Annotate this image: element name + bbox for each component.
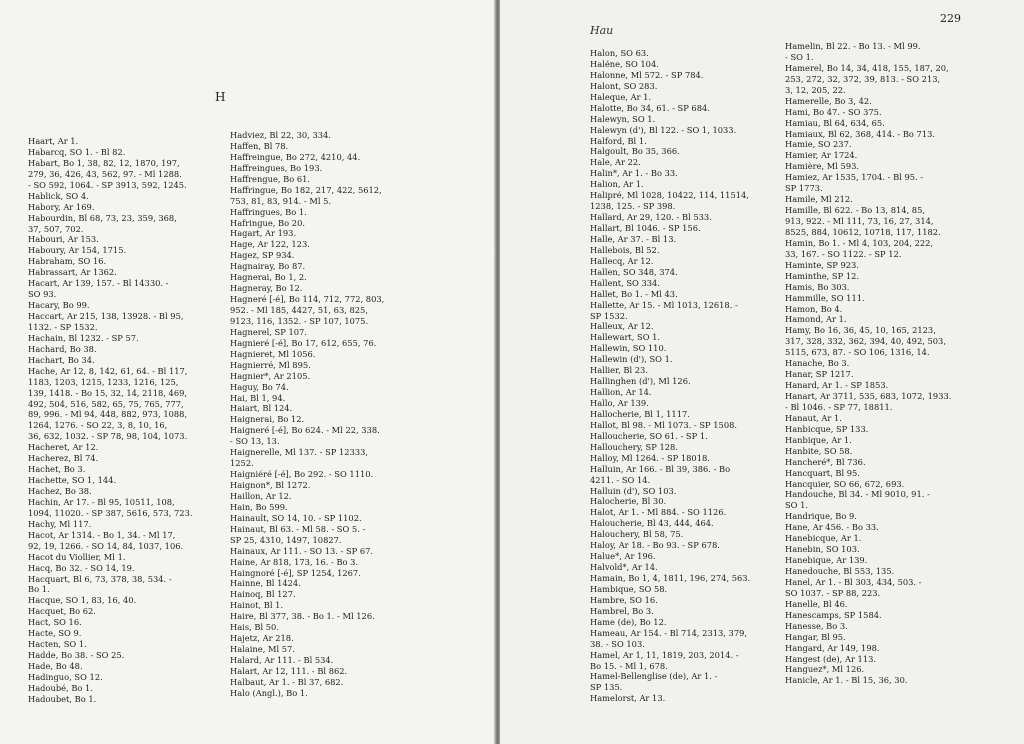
index-entry: Hallo, Ar 139. xyxy=(590,398,649,408)
index-entry: Hagnieré [-é], Bo 17, 612, 655, 76. xyxy=(230,337,377,348)
index-entry: Hachain, Bl 1232. - SP 57. xyxy=(28,332,139,343)
index-entry: Haffringues, Bo 1. xyxy=(230,206,307,217)
index-entry: Hamiez, Ar 1535, 1704. - Bl 95. - xyxy=(785,172,924,183)
index-entry: 1094, 11020. - SP 387, 5616, 573, 723. xyxy=(28,507,193,518)
index-entry: Hanguez*, Ml 126. xyxy=(785,664,865,675)
index-entry: 139, 1418. - Bo 15, 32, 14, 2118, 469, xyxy=(28,387,188,398)
index-entry: Hamiaux, Bl 62, 368, 414. - Bo 713. xyxy=(785,128,936,139)
index-column-left-2 xyxy=(230,130,492,744)
index-entry: Hagnairay, Bo 87. xyxy=(230,261,306,272)
index-entry: - Bl 1046. - SP 77, 18811. xyxy=(785,401,893,412)
index-entry: Halford, Bl 1. xyxy=(590,135,647,146)
index-entry: Hancquart, Bl 95. xyxy=(785,467,860,478)
index-entry: Hale, Ar 22. xyxy=(590,157,641,168)
index-entry: Hanard, Ar 1. - SP 1853. xyxy=(785,380,889,391)
index-entry: 253, 272, 32, 372, 39, 813. - SO 213, xyxy=(785,73,941,84)
index-entry: Hanedouche, Bl 553, 135. xyxy=(785,566,895,576)
index-entry: Halloy, Ml 1264. - SP 18018. xyxy=(590,452,710,463)
index-entry: Halleux, Ar 12. xyxy=(590,321,654,332)
index-entry: Hanbicque, SP 133. xyxy=(785,423,869,434)
index-entry: Hamile, Ml 212. xyxy=(785,194,853,205)
index-entry: Hamel-Bellenglise (de), Ar 1. - xyxy=(590,671,718,682)
index-entry: Halgoult, Bo 35, 366. xyxy=(590,146,680,157)
index-entry: Haigneré [-é], Bo 624. - Ml 22, 338. xyxy=(230,425,380,436)
index-entry: 952. - Ml 185, 4427, 51, 63, 825, xyxy=(230,305,368,315)
index-entry: 33, 167. - SO 1122. - SP 12. xyxy=(785,248,902,259)
index-entry: Haccart, Ar 215, 138, 13928. - Bl 95, xyxy=(28,311,184,321)
index-entry: Halotte, Bo 34, 61. - SP 684. xyxy=(590,102,710,113)
index-entry: Haingnoré [-é], SP 1254, 1267. xyxy=(230,567,361,578)
index-entry: Hacte, SO 9. xyxy=(28,628,82,639)
index-entry: Hanaut, Ar 1. xyxy=(785,412,842,423)
running-title: Hau xyxy=(590,24,614,37)
index-entry: Halewyn, SO 1. xyxy=(590,113,656,124)
index-entry: Hanescamps, SP 1584. xyxy=(785,609,882,620)
index-entry: Hacot du Viollier, Ml 1. xyxy=(28,551,126,562)
index-entry: Hallewin (d'), SO 1. xyxy=(590,354,673,365)
index-column-right-1 xyxy=(590,48,780,744)
index-entry: Hameau, Ar 154. - Bl 714, 2313, 379, xyxy=(590,627,748,638)
index-entry: Haignerai, Bo 12. xyxy=(230,414,305,425)
index-entry: Hain, Bo 599. xyxy=(230,501,288,512)
index-entry: Hagnerai, Bo 1, 2. xyxy=(230,272,307,283)
index-entry: Bo 1. xyxy=(28,584,50,595)
index-entry: Hamis, Bo 303. xyxy=(785,281,850,292)
index-entry: Hagnerel, SP 107. xyxy=(230,326,307,337)
index-entry: Handrique, Bo 9. xyxy=(785,511,857,522)
index-entry: Halo (Angl.), Bo 1. xyxy=(230,687,308,698)
index-entry: Haminte, SP 923. xyxy=(785,259,859,270)
index-entry: Hanbique, Ar 1. xyxy=(785,434,852,445)
index-entry: Hache, Ar 12, 8, 142, 61, 64. - Bl 117, xyxy=(28,365,188,376)
index-entry: Hamelin, Bl 22. - Bo 13. - Ml 99. xyxy=(785,41,921,51)
index-entry: Halin*, Ar 1. - Bo 33. xyxy=(590,168,678,179)
index-entry: Hamerelle, Bo 3, 42. xyxy=(785,95,872,106)
index-entry: Halon, SO 63. xyxy=(590,48,649,58)
index-entry: Hagnier*, Ar 2105. xyxy=(230,370,311,381)
index-entry: Habory, Ar 169. xyxy=(28,201,95,212)
index-entry: 36, 632, 1032. - SP 78, 98, 104, 1073. xyxy=(28,431,188,442)
index-entry: Hainoq, Bl 127. xyxy=(230,589,296,600)
index-entry: Halart, Ar 12, 111. - Bl 862. xyxy=(230,665,348,676)
index-entry: Hanebique, Ar 139. xyxy=(785,555,868,566)
index-entry: 753, 81, 83, 914. - Ml 5. xyxy=(230,195,332,206)
index-entry: Hame (de), Bo 12. xyxy=(590,616,667,627)
index-entry: Haffreingue, Bo 272, 4210, 44. xyxy=(230,151,361,162)
index-entry: Halouchery, Bl 58, 75. xyxy=(590,529,684,540)
index-entry: Hadoubé, Bo 1. xyxy=(28,682,93,693)
index-entry: Halard, Ar 111. - Bl 534. xyxy=(230,655,334,665)
index-entry: Halloucherie, SO 61. - SP 1. xyxy=(590,430,708,441)
index-entry: Hanesse, Bo 3. xyxy=(785,620,848,631)
index-entry: Haléne, SO 104. xyxy=(590,58,659,69)
index-entry: Haart, Ar 1. xyxy=(28,136,79,146)
index-entry: Hacq, Bo 32. - SO 14, 19. xyxy=(28,562,135,573)
index-entry: Hamille, Bl 622. - Bo 13, 814, 85, xyxy=(785,205,926,216)
index-entry: Hamier, Ar 1724. xyxy=(785,150,858,161)
index-entry: Hamelorst, Ar 13. xyxy=(590,693,666,704)
index-entry: Halbaut, Ar 1. - Bl 37, 682. xyxy=(230,676,344,687)
index-entry: Hamel, Ar 1, 11, 1819, 203, 2014. - xyxy=(590,649,739,660)
index-entry: Haboury, Ar 154, 1715. xyxy=(28,245,127,256)
index-entry: Hallart, Bl 1046. - SP 156. xyxy=(590,223,701,233)
index-entry: Hagnierré, Ml 895. xyxy=(230,359,311,370)
index-entry: 38. - SO 103. xyxy=(590,638,645,649)
index-entry: Haleque, Ar 1. xyxy=(590,91,652,102)
index-entry: 913, 922. - Ml 111, 73, 16, 27, 314, xyxy=(785,216,934,226)
index-entry: Hainaut, Bl 63. - Ml 58. - SO 5. - xyxy=(230,523,366,534)
index-entry: SP 25, 4310, 1497, 10827. xyxy=(230,534,342,545)
index-entry: Hambre, SO 16. xyxy=(590,594,658,605)
index-entry: Hami, Bo 47. - SO 375. xyxy=(785,106,882,117)
index-entry: Habouri, Ar 153. xyxy=(28,234,99,245)
index-entry: Halewyn (d'), Bl 122. - SO 1, 1033. xyxy=(590,124,737,135)
index-entry: SO 93. xyxy=(28,289,57,300)
index-entry: Haminthe, SP 12. xyxy=(785,270,860,281)
index-entry: Hallion, Ar 14. xyxy=(590,387,652,398)
index-entry: Hadde, Bo 38. - SO 25. xyxy=(28,650,125,661)
index-entry: SO 1. xyxy=(785,500,809,511)
index-entry: Hanicle, Ar 1. - Bl 15, 36, 30. xyxy=(785,675,908,686)
index-entry: Haigniéré [-é], Bo 292. - SO 1110. xyxy=(230,469,374,480)
index-entry: Habrassart, Ar 1362. xyxy=(28,267,117,278)
index-entry: Hallocherie, Bl 1, 1117. xyxy=(590,408,690,419)
index-entry: Hainault, SO 14, 10. - SP 1102. xyxy=(230,512,362,523)
index-entry: 1264, 1276. - SO 22, 3, 8, 10, 16, xyxy=(28,420,168,431)
index-entry: Hachez, Bo 38. xyxy=(28,486,92,496)
index-entry: Haffrengue, Bo 61. xyxy=(230,173,311,184)
index-entry: Hanelle, Bl 46. xyxy=(785,598,848,609)
index-entry: Hanebicque, Ar 1. xyxy=(785,533,862,544)
index-entry: SP 135. xyxy=(590,682,623,693)
section-letter: H xyxy=(215,90,227,104)
index-entry: Hachart, Bo 34. xyxy=(28,354,95,365)
index-entry: Habarcq, SO 1. - Bl 82. xyxy=(28,146,126,157)
index-entry: Hacheret, Ar 12. xyxy=(28,442,99,453)
index-entry: Hachin, Ar 17. - Bl 95, 10511, 108, xyxy=(28,496,175,507)
index-entry: Halle, Ar 37. - Bl 13. xyxy=(590,233,677,244)
index-entry: Halipré, Ml 1028, 10422, 114, 11514, xyxy=(590,190,749,201)
index-entry: Habart, Bo 1, 38, 82, 12, 1870, 197, xyxy=(28,157,180,168)
index-entry: Hacary, Bo 99. xyxy=(28,300,90,311)
index-entry: Bo 15. - Ml 1, 678. xyxy=(590,660,668,671)
index-entry: Hallier, Bl 23. xyxy=(590,365,648,376)
index-entry: Haloy, Ar 18. - Bo 93. - SP 678. xyxy=(590,540,720,551)
left-page xyxy=(0,0,496,744)
index-entry: 1183, 1203, 1215, 1233, 1216, 125, xyxy=(28,376,179,387)
index-entry: 9123, 116, 1352. - SP 107, 1075. xyxy=(230,315,369,326)
index-entry: 492, 504, 516, 582, 65, 75, 765, 777, xyxy=(28,398,184,409)
index-entry: Haine, Ar 818, 173, 16. - Bo 3. xyxy=(230,556,359,567)
index-entry: 8525, 884, 10612, 10718, 117, 1182. xyxy=(785,226,941,237)
index-entry: Hanebin, SO 103. xyxy=(785,544,860,555)
index-entry: Haloucherie, Bl 43, 444, 464. xyxy=(590,518,714,529)
index-entry: Hadviez, Bl 22, 30, 334. xyxy=(230,130,331,140)
index-entry: Hallette, Ar 15. - Ml 1013, 12618. - xyxy=(590,299,738,310)
index-entry: Hagneray, Bo 12. xyxy=(230,283,303,294)
index-entry: Hallet, Bo 1. - Ml 43. xyxy=(590,288,678,299)
index-entry: 317, 328, 332, 362, 394, 40, 492, 503, xyxy=(785,336,946,347)
index-entry: Habraham, SO 16. xyxy=(28,256,107,267)
index-entry: Hacten, SO 1. xyxy=(28,639,87,650)
index-entry: Hamière, Ml 593. xyxy=(785,161,860,172)
index-entry: Hamon, Bo 4. xyxy=(785,303,843,314)
index-entry: Hallouchery, SP 128. xyxy=(590,441,678,452)
index-entry: Hallewart, SO 1. xyxy=(590,332,661,343)
index-entry: Habourdin, Bl 68, 73, 23, 359, 368, xyxy=(28,212,177,223)
index-entry: Hallebois, Bl 52. xyxy=(590,244,660,255)
index-entry: 1238, 125. - SP 398. xyxy=(590,201,676,212)
index-entry: Hallent, SO 334. xyxy=(590,277,660,288)
right-page xyxy=(500,0,1024,744)
index-entry: Halaine, Ml 57. xyxy=(230,644,295,655)
index-entry: Hanart, Ar 3711, 535, 683, 1072, 1933. xyxy=(785,391,952,401)
index-entry: Hammille, SO 111. xyxy=(785,292,865,303)
index-entry: 279, 36, 426, 43, 562, 97. - Ml 1288. xyxy=(28,168,182,179)
index-entry: Hajetz, Ar 218. xyxy=(230,633,294,644)
index-entry: Hagart, Ar 193. xyxy=(230,228,297,239)
index-entry: Hai, Bl 1, 94. xyxy=(230,392,286,403)
index-entry: Hachy, Ml 117. xyxy=(28,518,92,529)
index-entry: Haguy, Bo 74. xyxy=(230,381,289,392)
index-entry: Hacquet, Bo 62. xyxy=(28,606,96,617)
index-entry: 89, 996. - Ml 94, 448, 882, 973, 1088, xyxy=(28,409,188,420)
index-entry: Hagneré [-é], Bo 114, 712, 772, 803, xyxy=(230,294,385,305)
index-entry: Hadinguo, SO 12. xyxy=(28,671,103,682)
index-entry: Hamin, Bo 1. - Ml 4, 103, 204, 222, xyxy=(785,237,934,248)
index-entry: 1132. - SP 1532. xyxy=(28,321,98,332)
index-entry: Hanel, Ar 1. - Bl 303, 434, 503. - xyxy=(785,576,922,587)
index-entry: Hacque, SO 1, 83, 16, 40. xyxy=(28,595,137,606)
index-entry: Hade, Bo 48. xyxy=(28,661,83,671)
index-entry: 1252. xyxy=(230,458,254,469)
index-entry: Hambique, SO 58. xyxy=(590,583,668,594)
index-entry: Halont, SO 283. xyxy=(590,80,658,91)
index-entry: Hafringue, Bo 20. xyxy=(230,217,305,228)
index-entry: Halion, Ar 1. xyxy=(590,179,644,190)
index-entry: Hacart, Ar 139, 157. - Bl 14330. - xyxy=(28,278,169,289)
index-entry: Hallewin, SO 110. xyxy=(590,343,667,354)
index-entry: Hallot, Bl 98. - Ml 1073. - SP 1508. xyxy=(590,419,738,430)
index-entry: Hallen, SO 348, 374. xyxy=(590,266,678,277)
index-entry: Hangard, Ar 149, 198. xyxy=(785,642,880,653)
index-entry: Hanache, Bo 3. xyxy=(785,358,850,369)
index-entry: 37, 507, 702. xyxy=(28,223,84,234)
index-entry: Haffringue, Bo 182, 217, 422, 5612, xyxy=(230,184,382,195)
index-entry: Hanar, SP 1217. xyxy=(785,369,854,380)
index-entry: Hachette, SO 1, 144. xyxy=(28,475,117,486)
index-entry: Hamond, Ar 1. xyxy=(785,314,847,325)
index-entry: SP 1532. xyxy=(590,310,628,321)
index-entry: Haiart, Bl 124. xyxy=(230,403,293,414)
index-entry: Haillon, Ar 12. xyxy=(230,490,292,501)
index-column-left-1 xyxy=(28,136,223,744)
index-entry: Hage, Ar 122, 123. xyxy=(230,239,310,250)
index-entry: 92, 19, 1266. - SO 14, 84, 1037, 106. xyxy=(28,540,184,551)
index-entry: Hamie, SO 237. xyxy=(785,139,852,150)
index-entry: Hais, Bl 50. xyxy=(230,622,279,633)
index-entry: Hambrel, Bo 3. xyxy=(590,605,654,616)
index-entry: Haffen, Bl 78. xyxy=(230,140,289,151)
index-entry: 5115, 673, 87. - SO 106, 1316, 14. xyxy=(785,347,930,358)
index-entry: Hallecq, Ar 12. xyxy=(590,255,654,266)
index-entry: Hallard, Ar 29, 120. - Bl 533. xyxy=(590,212,712,223)
index-entry: Hancheré*, Bl 736. xyxy=(785,456,866,467)
index-entry: - SO 1. xyxy=(785,51,814,62)
index-entry: Hainot, Bl 1. xyxy=(230,600,284,611)
index-entry: Halue*, Ar 196. xyxy=(590,551,656,562)
index-entry: Hane, Ar 456. - Bo 33. xyxy=(785,522,879,533)
index-entry: 3, 12, 205, 22. xyxy=(785,84,846,95)
index-entry: Halot, Ar 1. - Ml 884. - SO 1126. xyxy=(590,507,727,518)
index-entry: SP 1773. xyxy=(785,183,823,194)
index-entry: Hangar, Bl 95. xyxy=(785,631,846,642)
page-number: 229 xyxy=(940,12,961,25)
index-entry: Hachet, Bo 3. xyxy=(28,464,86,475)
index-entry: Hacot, Ar 1314. - Bo 1, 34. - Ml 17, xyxy=(28,529,176,540)
index-entry: Hacherez, Bl 74. xyxy=(28,453,99,464)
index-entry: Hagnieret, Ml 1056. xyxy=(230,348,316,359)
index-entry: Hagez, SP 934. xyxy=(230,250,295,261)
index-entry: Halvold*, Ar 14. xyxy=(590,562,658,573)
index-entry: Haignon*, Bl 1272. xyxy=(230,480,311,490)
index-entry: Hainaux, Ar 111. - SO 13. - SP 67. xyxy=(230,545,374,556)
index-entry: Hallinghen (d'), Ml 126. xyxy=(590,376,691,387)
index-entry: Hamiau, Bl 64, 634, 65. xyxy=(785,117,885,128)
index-entry: Halocherie, Bl 30. xyxy=(590,496,667,507)
index-entry: Hanbite, SO 58. xyxy=(785,445,853,456)
index-entry: - SO 13, 13. xyxy=(230,436,280,447)
index-entry: - SO 592, 1064. - SP 3913, 592, 1245. xyxy=(28,179,187,190)
index-entry: Halluin (d'), SO 103. xyxy=(590,485,677,496)
index-entry: Hact, SO 16. xyxy=(28,617,82,628)
index-entry: Haire, Bl 377, 38. - Bo 1. - Ml 126. xyxy=(230,611,375,622)
index-entry: Handouche, Bl 34. - Ml 9010, 91. - xyxy=(785,489,930,500)
index-entry: Hamy, Bo 16, 36, 45, 10, 165, 2123, xyxy=(785,325,936,336)
index-entry: Hancquier, SO 66, 672, 693. xyxy=(785,478,905,489)
index-entry: 4211. - SO 14. xyxy=(590,474,651,485)
index-entry: Hamerel, Bo 14, 34, 418, 155, 187, 20, xyxy=(785,62,949,73)
index-entry: Hachard, Bo 38. xyxy=(28,343,97,354)
index-entry: Haignerelle, Ml 137. - SP 12333, xyxy=(230,447,369,458)
index-entry: Hangest (de), Ar 113. xyxy=(785,653,877,664)
index-column-right-2 xyxy=(785,41,1020,744)
index-entry: Hamain, Bo 1, 4, 1811, 196, 274, 563. xyxy=(590,573,751,583)
index-entry: Halluin, Ar 166. - Bl 39, 386. - Bo xyxy=(590,463,731,474)
index-entry: SO 1037. - SP 88, 223. xyxy=(785,587,881,598)
index-entry: Hainne, Bl 1424. xyxy=(230,578,301,589)
index-entry: Haffreingues, Bo 193. xyxy=(230,162,323,173)
index-entry: Halonne, Ml 572. - SP 784. xyxy=(590,69,704,80)
index-entry: Hablick, SO 4. xyxy=(28,190,89,201)
index-entry: Hacquart, Bl 6, 73, 378, 38, 534. - xyxy=(28,573,172,584)
index-entry: Hadoubet, Bo 1. xyxy=(28,693,97,704)
